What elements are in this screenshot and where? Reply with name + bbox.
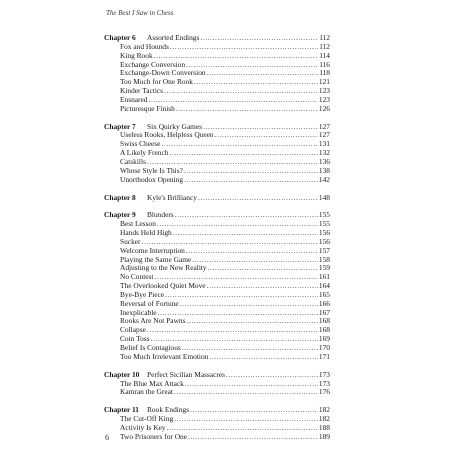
- toc-entry: [104, 353, 330, 362]
- dot-leader: [208, 264, 318, 273]
- entry-title: The Cut-Off King: [120, 414, 174, 424]
- entry-page: 168: [318, 316, 330, 326]
- entry-title: Picturesque Finish: [120, 103, 175, 113]
- entry-page: 112: [319, 41, 330, 51]
- chapter-number: Chapter 10: [104, 369, 140, 379]
- entry-page: 123: [318, 86, 330, 96]
- entry-page: 173: [318, 378, 330, 388]
- chapter-number: Chapter 7: [104, 121, 136, 131]
- chapter-title: Blunders: [147, 210, 174, 220]
- entry-page: 169: [318, 334, 330, 344]
- dot-leader: [207, 282, 318, 291]
- entry-title: Too Much Irrelevant Emotion: [120, 351, 209, 361]
- dot-leader: [226, 371, 318, 380]
- dot-leader: [207, 69, 319, 78]
- entry-title: Inexplicable: [120, 307, 157, 317]
- table-of-contents: [104, 34, 330, 451]
- chapter-block: [104, 211, 330, 361]
- entry-title: Kamran the Great: [120, 387, 173, 397]
- entry-title: King Rook: [120, 50, 153, 60]
- dot-leader: [175, 211, 318, 220]
- chapter-page: 148: [318, 192, 330, 202]
- entry-title: Bye-Bye Piece: [120, 289, 165, 299]
- entry-page: 171: [318, 351, 330, 361]
- entry-title: Rooks Are Not Pawns: [120, 316, 186, 326]
- dot-leader: [184, 167, 318, 176]
- entry-title: Hands Held High: [120, 228, 172, 238]
- entry-title: Unorthodox Opening: [120, 174, 184, 184]
- entry-title: Reversal of Fortune: [120, 298, 179, 308]
- entry-page: 159: [318, 263, 330, 273]
- entry-page: 126: [318, 103, 330, 113]
- entry-title: Exchange-Down Conversion: [120, 68, 206, 78]
- entry-page: 138: [318, 165, 330, 175]
- chapter-title: Kyle's Brilliancy: [147, 192, 197, 202]
- entry-page: 166: [318, 298, 330, 308]
- entry-title: Catskills: [120, 156, 146, 166]
- dot-leader: [173, 229, 318, 238]
- chapter-block: [104, 123, 330, 185]
- entry-page: 118: [319, 68, 330, 78]
- entry-page: 158: [318, 254, 330, 264]
- entry-title: Sucker: [120, 236, 141, 246]
- chapter-block: [104, 194, 330, 203]
- entry-title: Ensnared: [120, 94, 148, 104]
- entry-title: No Contest: [120, 272, 154, 282]
- page-number: 6: [105, 433, 109, 442]
- entry-title: Collapse: [120, 325, 146, 335]
- entry-page: 132: [318, 148, 330, 158]
- entry-title: The Overlooked Quiet Move: [120, 281, 206, 291]
- dot-leader: [184, 176, 318, 185]
- toc-entry: [104, 105, 330, 114]
- dot-leader: [190, 406, 318, 415]
- entry-title: A Likely French: [120, 148, 169, 158]
- entry-title: Activity Is Key: [120, 422, 166, 432]
- entry-page: 167: [318, 307, 330, 317]
- entry-page: 121: [318, 77, 330, 87]
- entry-title: Whose Style Is This?: [120, 165, 183, 175]
- chapter-number: Chapter 9: [104, 210, 136, 220]
- entry-page: 189: [318, 431, 330, 441]
- chapter-title: Six Quirky Games: [147, 121, 203, 131]
- entry-page: 114: [319, 50, 330, 60]
- entry-page: 156: [318, 228, 330, 238]
- chapter-block: [104, 34, 330, 114]
- entry-page: 161: [318, 272, 330, 282]
- dot-leader: [157, 220, 318, 229]
- entry-page: 188: [318, 422, 330, 432]
- running-head: The Best I Saw in Chess: [106, 9, 174, 17]
- entry-page: 157: [318, 245, 330, 255]
- entry-page: 164: [318, 281, 330, 291]
- dot-leader: [192, 256, 318, 265]
- entry-page: 165: [318, 289, 330, 299]
- toc-entry: [104, 176, 330, 185]
- entry-page: 116: [319, 59, 330, 69]
- entry-page: 131: [318, 139, 330, 149]
- dot-leader: [188, 433, 318, 442]
- dot-leader: [165, 291, 318, 300]
- entry-page: 168: [318, 325, 330, 335]
- dot-leader: [215, 131, 318, 140]
- entry-page: 156: [318, 236, 330, 246]
- chapter-heading: [104, 194, 330, 203]
- dot-leader: [209, 353, 318, 362]
- entry-title: The Blue Max Attack: [120, 378, 184, 388]
- entry-title: Belief Is Contagious: [120, 343, 181, 352]
- chapter-number: Chapter 8: [104, 192, 136, 202]
- chapter-page: 155: [318, 210, 330, 220]
- chapter-title: Rook Endings: [147, 405, 190, 415]
- chapter-page: 182: [318, 405, 330, 415]
- entry-page: 123: [318, 94, 330, 104]
- toc-entry: [104, 433, 330, 442]
- entry-title: Best Lesson: [120, 219, 156, 229]
- entry-page: 176: [318, 387, 330, 397]
- entry-title: Swiss Cheese: [120, 139, 161, 149]
- dot-leader: [200, 34, 318, 43]
- dot-leader: [187, 317, 318, 326]
- entry-title: Two Prisoners for One: [120, 431, 188, 441]
- dot-leader: [170, 43, 318, 52]
- entry-title: Too Much for One Rook: [120, 77, 193, 87]
- dot-leader: [169, 149, 317, 158]
- chapter-page: 173: [318, 369, 330, 379]
- entry-title: Kinder Tactics: [120, 86, 164, 96]
- dot-leader: [198, 194, 318, 203]
- entry-title: Welcome Interruption: [120, 245, 185, 255]
- dot-leader: [185, 380, 318, 389]
- chapter-number: Chapter 6: [104, 33, 136, 42]
- dot-leader: [174, 388, 318, 397]
- dot-leader: [164, 87, 318, 96]
- toc-entry: [104, 388, 330, 397]
- entry-page: 136: [318, 156, 330, 166]
- entry-title: Coin Toss: [120, 334, 150, 344]
- chapter-title: Perfect Sicilian Massacres: [147, 369, 225, 379]
- dot-leader: [174, 415, 318, 424]
- chapter-block: [104, 406, 330, 441]
- dot-leader: [167, 424, 318, 433]
- entry-page: 182: [318, 414, 330, 424]
- dot-leader: [161, 140, 317, 149]
- entry-page: 142: [318, 174, 330, 184]
- entry-title: Playing the Same Game: [120, 254, 192, 264]
- dot-leader: [147, 326, 318, 335]
- chapter-number: Chapter 11: [104, 405, 139, 415]
- entry-title: Useless Rooks, Helpless Queen: [120, 130, 214, 140]
- entry-page: 127: [318, 130, 330, 140]
- dot-leader: [176, 105, 318, 114]
- dot-leader: [194, 78, 318, 87]
- entry-title: Adjusting to the New Reality: [120, 263, 207, 273]
- chapter-page: 127: [318, 121, 330, 131]
- chapter-page: 112: [319, 33, 330, 42]
- dot-leader: [203, 123, 318, 132]
- entry-title: Exchange Conversion: [120, 59, 186, 69]
- dot-leader: [186, 247, 318, 256]
- dot-leader: [180, 300, 318, 309]
- entry-title: Fox and Hounds: [120, 41, 169, 51]
- entry-page: 170: [318, 343, 330, 352]
- entry-page: 155: [318, 219, 330, 229]
- chapter-block: [104, 371, 330, 398]
- chapter-title: Assorted Endings: [147, 33, 200, 42]
